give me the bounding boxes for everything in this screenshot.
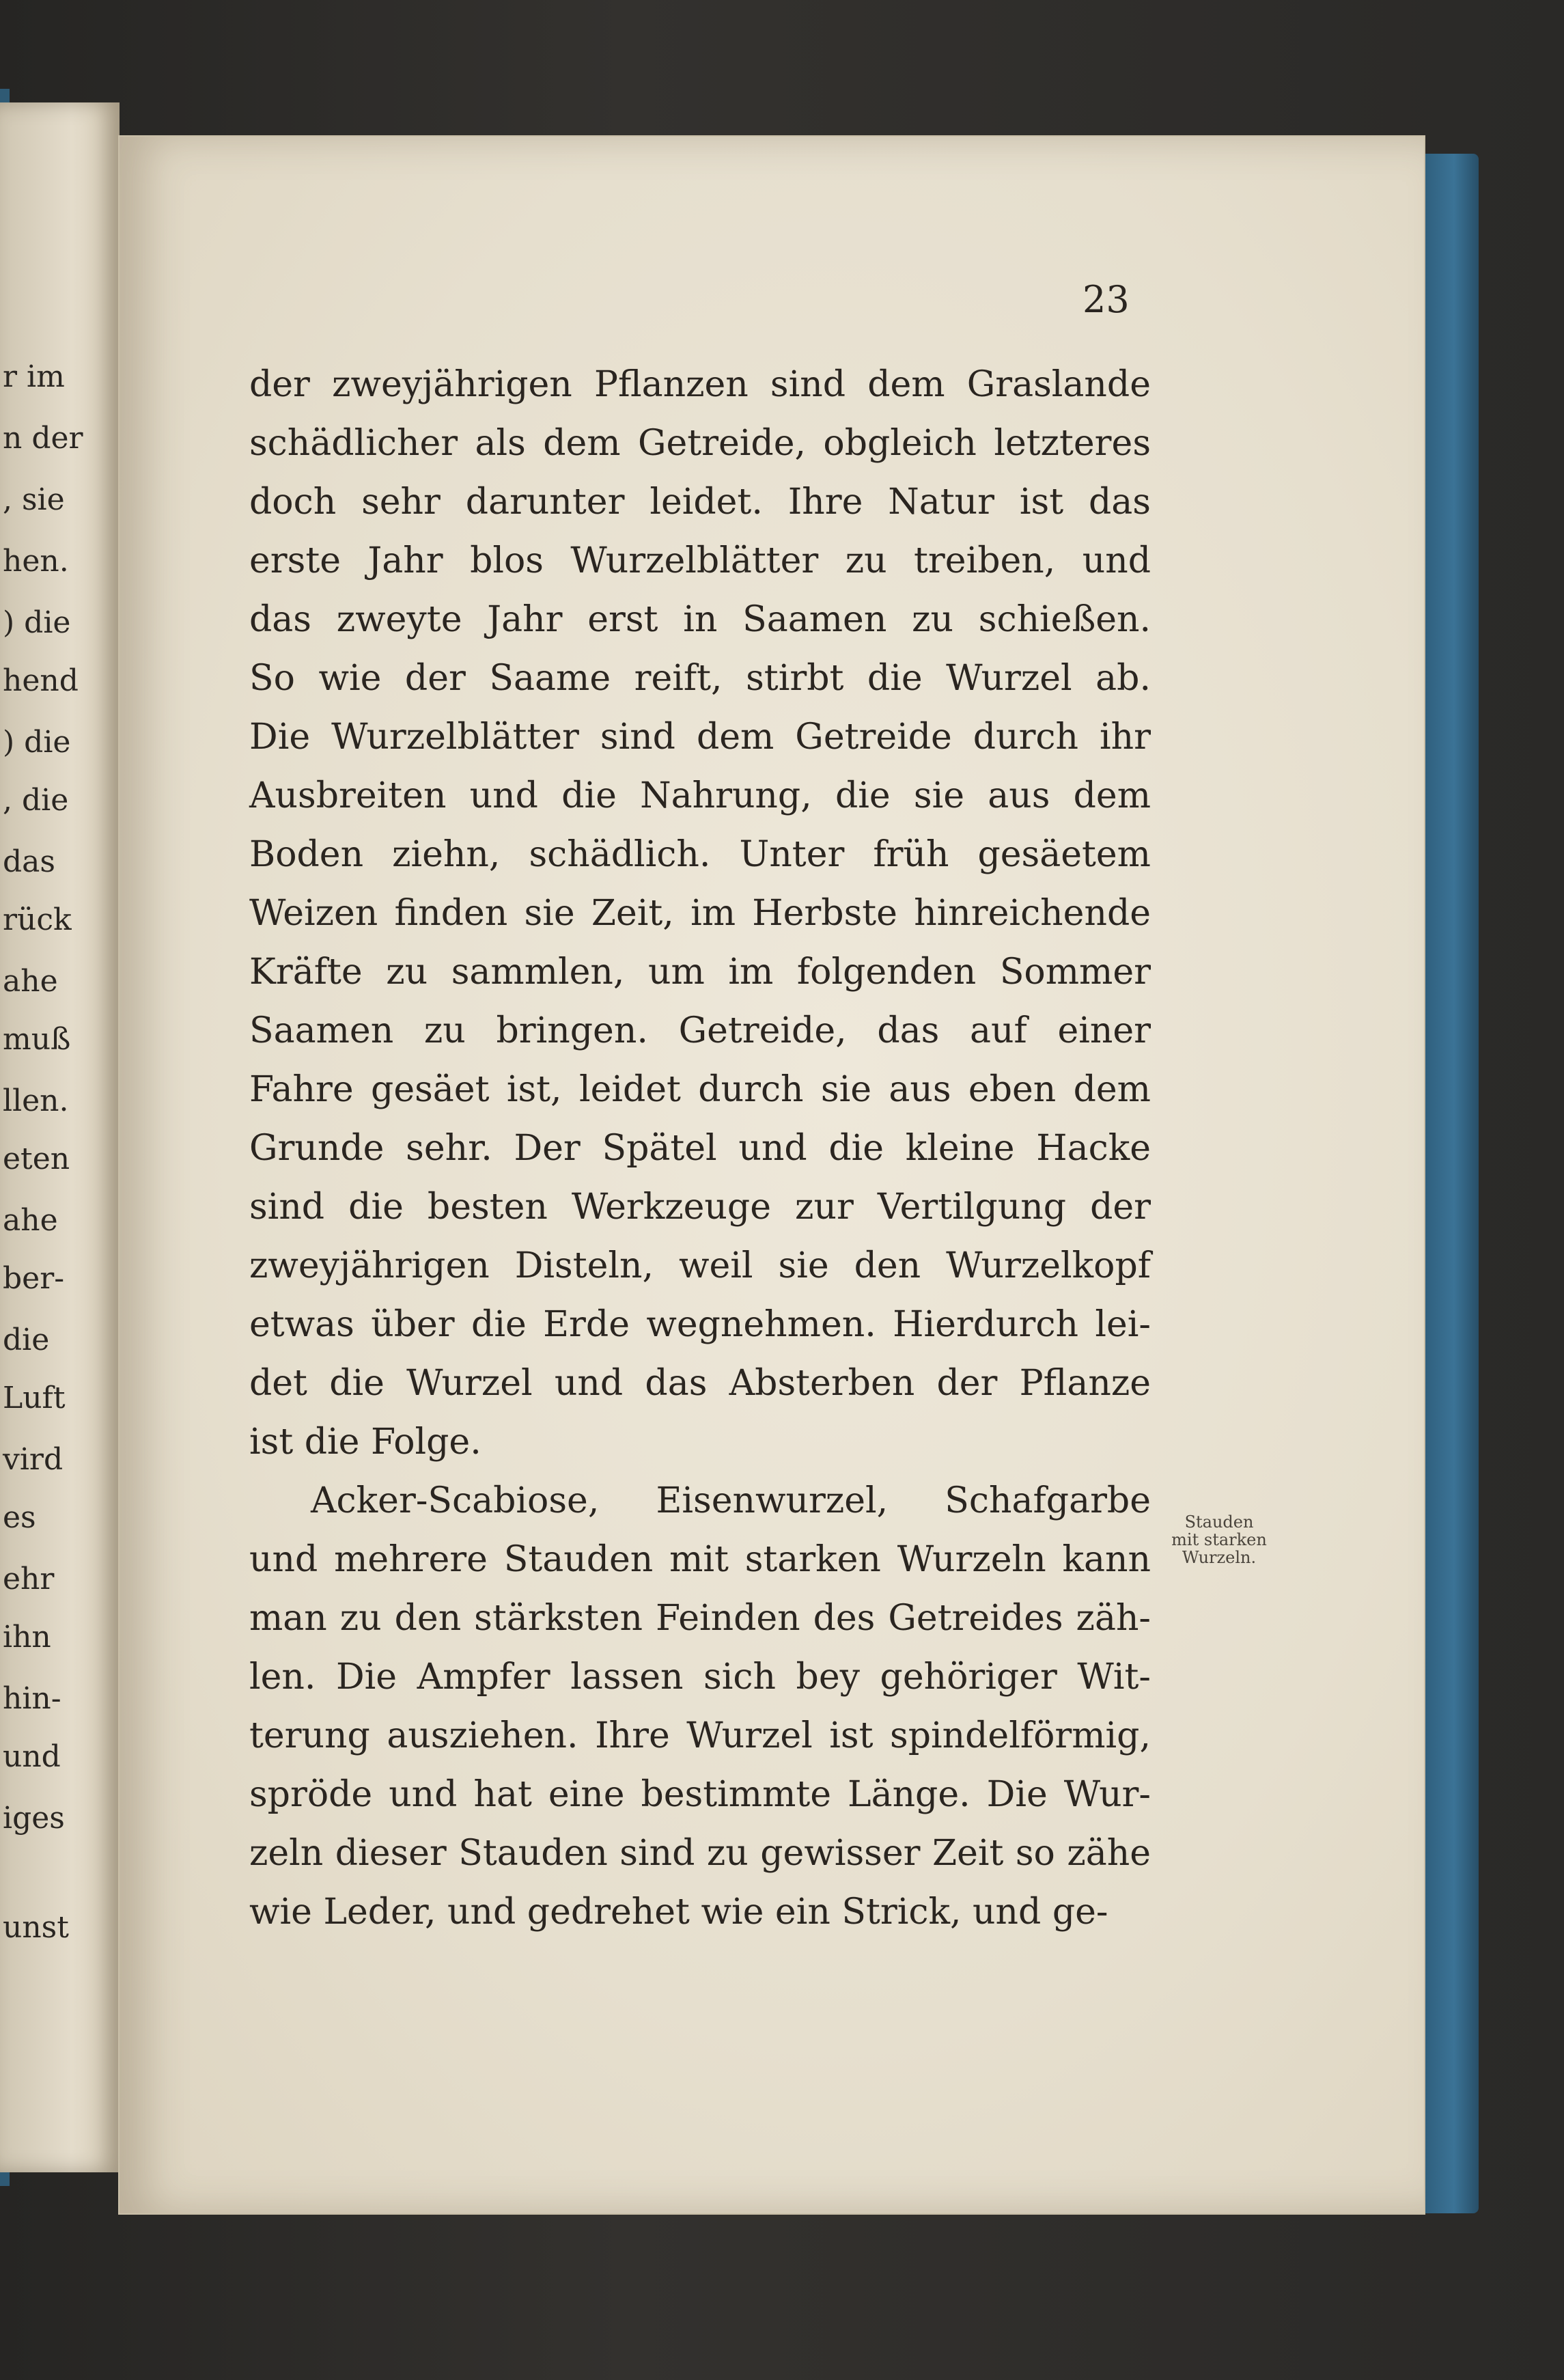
previous-page-text-fragment: und	[3, 1739, 61, 1774]
text-line: Die Wurzelblätter sind dem Getreide durch ihr	[249, 717, 1151, 758]
text-line: zweyjährigen Disteln, weil sie den Wurzelkopf	[249, 1245, 1151, 1286]
previous-page-text-fragment: n der	[3, 421, 83, 456]
marginal-note-line: Wurzeln.	[1182, 1548, 1257, 1567]
text-line: len. Die Ampfer lassen sich bey gehöriger Wit-	[249, 1657, 1151, 1698]
text-line: ist die Folge.	[249, 1422, 481, 1463]
page-number: 23	[1083, 278, 1130, 321]
text-line: det die Wurzel und das Absterben der Pflanze	[249, 1363, 1151, 1404]
previous-page-edge	[0, 102, 120, 2172]
right-book-cover-edge	[1424, 154, 1479, 2213]
text-line: das zweyte Jahr erst in Saamen zu schießen.	[249, 599, 1151, 640]
previous-page-text-fragment: ihn	[3, 1620, 51, 1655]
text-line: Ausbreiten und die Nahrung, die sie aus dem	[249, 775, 1151, 816]
text-line: wie Leder, und gedrehet wie ein Strick, und ge-	[249, 1892, 1108, 1933]
text-line: und mehrere Stauden mit starken Wurzeln kann	[249, 1539, 1151, 1580]
previous-page-text-fragment: hin-	[3, 1681, 61, 1716]
previous-page-text-fragment: , die	[3, 783, 69, 818]
previous-page-text-fragment: hend	[3, 663, 79, 698]
previous-page-text-fragment: muß	[3, 1022, 71, 1057]
text-line: erste Jahr blos Wurzelblätter zu treiben, und	[249, 540, 1151, 581]
text-line: So wie der Saame reift, stirbt die Wurzel ab.	[249, 658, 1151, 699]
text-line: spröde und hat eine bestimmte Länge. Die Wur-	[249, 1774, 1151, 1815]
previous-page-text-fragment: r im	[3, 359, 65, 394]
text-line: doch sehr darunter leidet. Ihre Natur ist das	[249, 482, 1151, 523]
marginal-note-line: Stauden	[1184, 1512, 1254, 1532]
previous-page-text-fragment: eten	[3, 1141, 70, 1176]
text-line: Grunde sehr. Der Spätel und die kleine Hacke	[249, 1128, 1151, 1169]
previous-page-text-fragment: vird	[3, 1442, 64, 1477]
text-line: sind die besten Werkzeuge zur Vertilgung der	[249, 1187, 1151, 1228]
text-line: der zweyjährigen Pflanzen sind dem Graslande	[249, 364, 1151, 405]
text-line: zeln dieser Stauden sind zu gewisser Zeit so zähe	[249, 1833, 1151, 1874]
text-line: etwas über die Erde wegnehmen. Hierdurch lei-	[249, 1304, 1151, 1345]
previous-page-text-fragment: ) die	[3, 605, 71, 640]
text-line: schädlicher als dem Getreide, obgleich letzteres	[249, 423, 1151, 464]
previous-page-text-fragment: rück	[3, 902, 72, 937]
previous-page-text-fragment: ) die	[3, 725, 71, 760]
previous-page-text-fragment: ber-	[3, 1261, 65, 1296]
text-line: Acker-Scabiose, Eisenwurzel, Schafgarbe	[311, 1480, 1151, 1521]
previous-page-text-fragment: die	[3, 1323, 50, 1357]
previous-page-text-fragment: ehr	[3, 1562, 55, 1596]
text-line: terung ausziehen. Ihre Wurzel ist spindelförmig,	[249, 1715, 1151, 1756]
text-line: man zu den stärksten Feinden des Getreides zäh-	[249, 1598, 1151, 1639]
previous-page-text-fragment: Luft	[3, 1381, 66, 1415]
marginal-note-line: mit starken	[1171, 1530, 1267, 1549]
previous-page-text-fragment: unst	[3, 1910, 69, 1945]
text-line: Kräfte zu sammlen, um im folgenden Sommer	[249, 952, 1151, 993]
previous-page-text-fragment: ahe	[3, 1203, 58, 1238]
text-line: Fahre gesäet ist, leidet durch sie aus eben dem	[249, 1069, 1151, 1110]
text-line: Boden ziehn, schädlich. Unter früh gesäetem	[249, 834, 1151, 875]
previous-page-text-fragment: es	[3, 1500, 36, 1535]
previous-page-text-fragment: , sie	[3, 482, 65, 517]
text-line: Weizen finden sie Zeit, im Herbste hinreichende	[249, 893, 1151, 934]
text-line: Saamen zu bringen. Getreide, das auf einer	[249, 1010, 1151, 1051]
previous-page-text-fragment: iges	[3, 1801, 65, 1836]
previous-page-text-fragment: das	[3, 844, 55, 879]
marginal-note	[1154, 1513, 1284, 1566]
previous-page-text-fragment: ahe	[3, 964, 58, 999]
previous-page-text-fragment: hen.	[3, 544, 69, 579]
body-text	[249, 355, 1151, 1941]
previous-page-text-fragment: llen.	[3, 1083, 69, 1118]
